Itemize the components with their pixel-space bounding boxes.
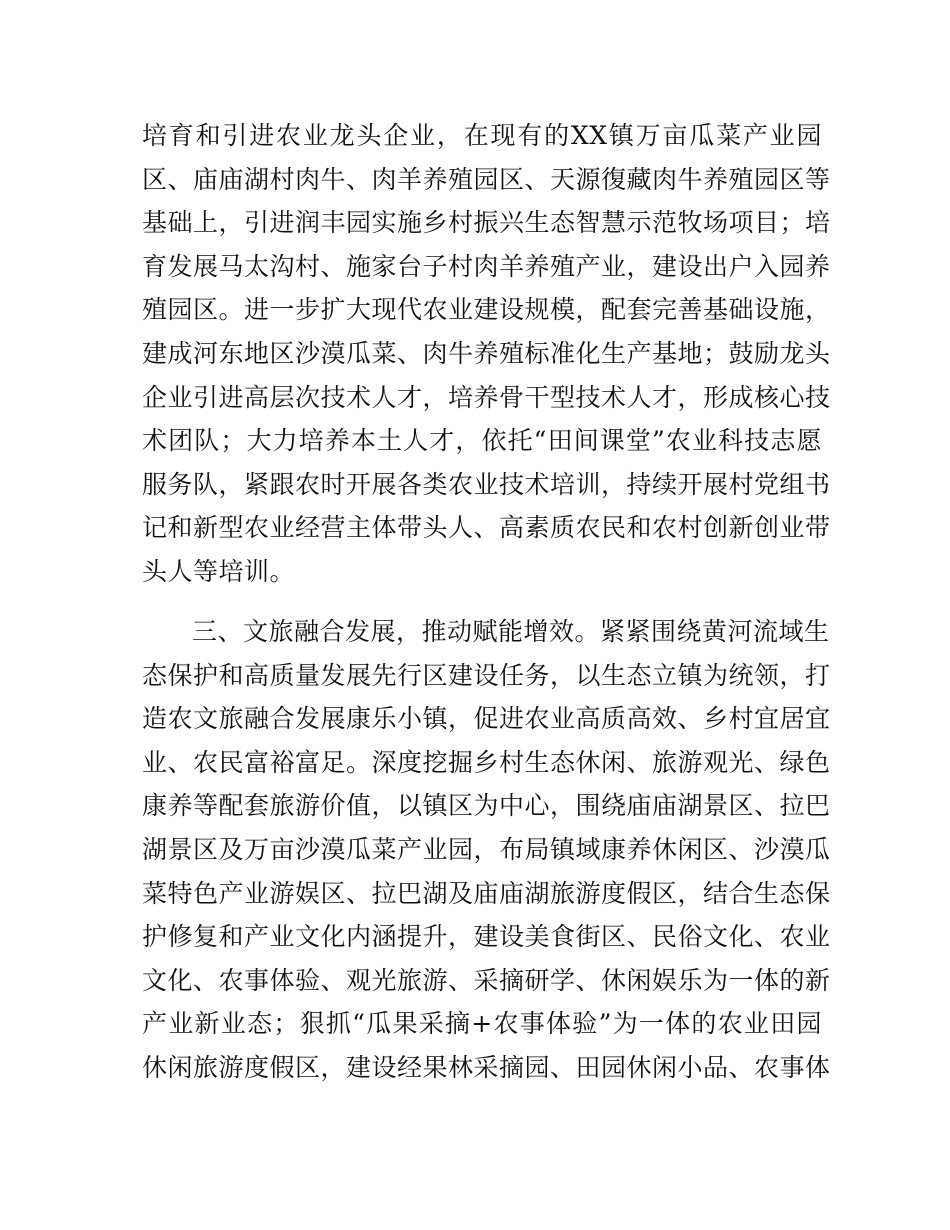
paragraph-culture-tourism [142, 610, 831, 1090]
text-line: 产业新业态；狠抓“瓜果采摘+农事体验”为一体的农业田园 [142, 1009, 822, 1039]
text-line: 业、农民富裕富足。深度挖掘乡村生态休闲、旅游观光、绿色 [142, 747, 831, 777]
text-line: 态保护和高质量发展先行区建设任务，以生态立镇为统领，打 [142, 660, 831, 690]
text-line: 记和新型农业经营主体带头人、高素质农民和农村创新创业带 [142, 513, 831, 543]
section-heading-line: 三、文旅融合发展，推动赋能增效。紧紧围绕黄河流域生 [192, 617, 830, 646]
text-line: 菜特色产业游娱区、拉巴湖及庙庙湖旅游度假区，结合生态保 [142, 878, 831, 908]
text-line: 殖园区。进一步扩大现代农业建设规模，配套完善基础设施， [142, 295, 831, 325]
text-line: 术团队；大力培养本土人才，依托“田间课堂”农业科技志愿 [142, 426, 822, 456]
text-line: 基础上，引进润丰园实施乡村振兴生态智慧示范牧场项目；培 [142, 208, 831, 238]
text-line: 区、庙庙湖村肉牛、肉羊养殖园区、天源復藏肉牛养殖园区等 [142, 164, 831, 194]
text-line: 建成河东地区沙漠瓜菜、肉牛养殖标准化生产基地；鼓励龙头 [142, 338, 831, 368]
text-line: 头人等培训。 [142, 556, 296, 586]
text-line: 护修复和产业文化内涵提升，建设美食街区、民俗文化、农业 [142, 922, 831, 952]
text-line: 培育和引进农业龙头企业，在现有的XX镇万亩瓜菜产业园 [142, 121, 822, 150]
text-line: 服务队，紧跟农时开展各类农业技术培训，持续开展村党组书 [142, 469, 831, 499]
text-line: 造农文旅融合发展康乐小镇，促进农业高质高效、乡村宜居宜 [142, 704, 831, 734]
text-line: 康养等配套旅游价值，以镇区为中心，围绕庙庙湖景区、拉巴 [142, 791, 831, 821]
text-line: 湖景区及万亩沙漠瓜菜产业园，布局镇域康养休闲区、沙漠瓜 [142, 834, 831, 864]
paragraph-agriculture-enterprises [142, 114, 831, 594]
text-line: 休闲旅游度假区，建设经果林采摘园、田园休闲小品、农事体 [142, 1052, 831, 1082]
text-line: 企业引进高层次技术人才，培养骨干型技术人才，形成核心技 [142, 382, 831, 412]
text-line: 育发展马太沟村、施家台子村肉羊养殖产业，建设出户入园养 [142, 251, 831, 281]
text-line: 文化、农事体验、观光旅游、采摘研学、休闲娱乐为一体的新 [142, 965, 831, 995]
